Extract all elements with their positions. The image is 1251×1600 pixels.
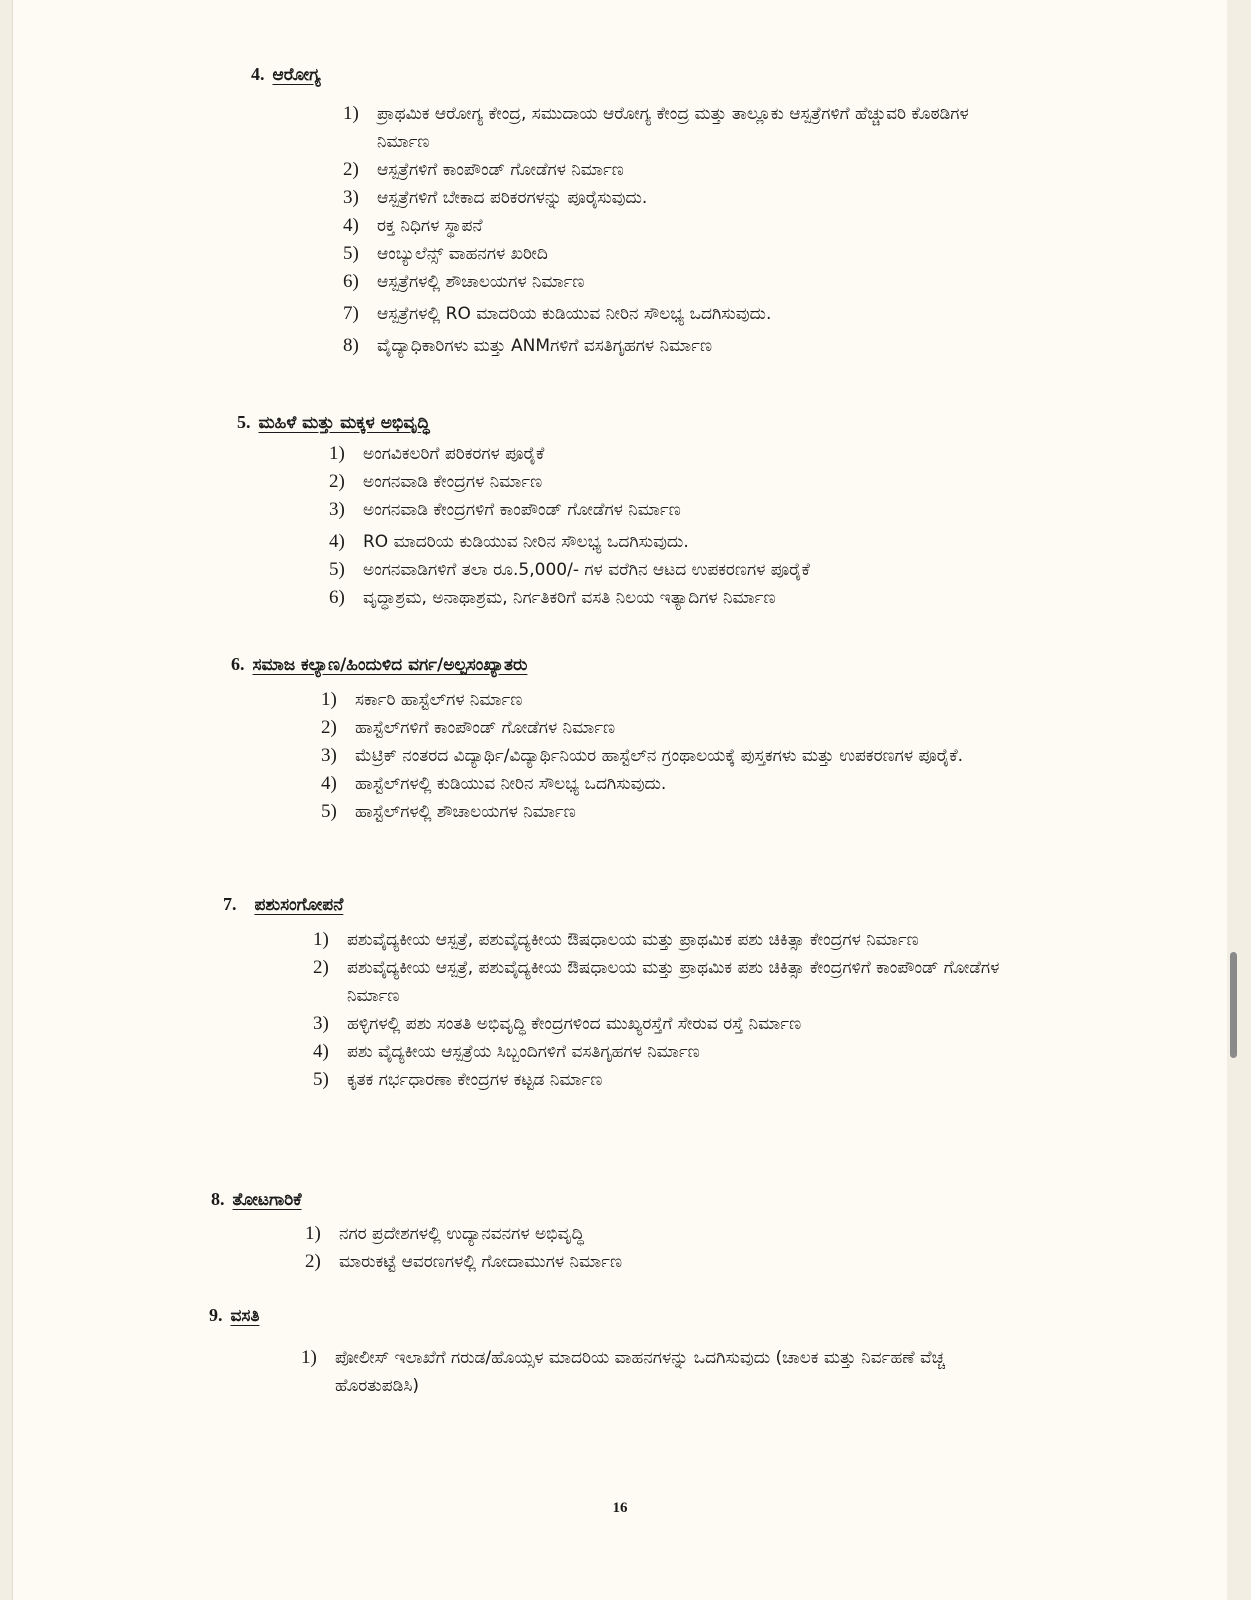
section-title: ಸಮಾಜ ಕಲ್ಯಾಣ/ಹಿಂದುಳಿದ ವರ್ಗ/ಅಲ್ಪಸಂಖ್ಯಾತರು bbox=[252, 655, 528, 675]
list-item: 3) ಅಂಗನವಾಡಿ ಕೇಂದ್ರಗಳಿಗೆ ಕಾಂಪೌಂಡ್ ಗೋಡೆಗಳ ನಿರ್ಮಾಣ bbox=[329, 499, 681, 520]
list-item: 6) ಆಸ್ಪತ್ರೆಗಳಲ್ಲಿ ಶೌಚಾಲಯಗಳ ನಿರ್ಮಾಣ bbox=[343, 271, 585, 292]
section-women-child bbox=[237, 410, 430, 435]
section-heading bbox=[251, 62, 321, 87]
list-item: 2) ಮಾರುಕಟ್ಟೆ ಆವರಣಗಳಲ್ಲಿ ಗೋದಾಮುಗಳ ನಿರ್ಮಾಣ bbox=[305, 1251, 623, 1272]
list-item: 4) ಪಶು ವೈದ್ಯಕೀಯ ಆಸ್ಪತ್ರೆಯ ಸಿಬ್ಬಂದಿಗಳಿಗೆ ವಸತಿಗೃಹಗಳ ನಿರ್ಮಾಣ bbox=[313, 1041, 700, 1062]
list-item: 2) ಆಸ್ಪತ್ರೆಗಳಿಗೆ ಕಾಂಪೌಂಡ್ ಗೋಡೆಗಳ ನಿರ್ಮಾಣ bbox=[343, 159, 624, 180]
section-social-welfare bbox=[231, 652, 527, 677]
section-title: ವಸತಿ bbox=[230, 1306, 260, 1326]
section-housing-list bbox=[301, 1344, 981, 1400]
section-health bbox=[251, 62, 321, 87]
list-item: 1) ನಗರ ಪ್ರದೇಶಗಳಲ್ಲಿ ಉದ್ಯಾನವನಗಳ ಅಭಿವೃದ್ಧಿ bbox=[305, 1223, 584, 1244]
section-number: 7. bbox=[223, 894, 237, 914]
list-item: 8) ವೈದ್ಯಾಧಿಕಾರಿಗಳು ಮತ್ತು ANMಗಳಿಗೆ ವಸತಿಗೃಹಗಳ ನಿರ್ಮಾಣ bbox=[343, 335, 713, 356]
list-item: 7) ಆಸ್ಪತ್ರೆಗಳಲ್ಲಿ RO ಮಾದರಿಯ ಕುಡಿಯುವ ನೀರಿನ ಸೌಲಭ್ಯ ಒದಗಿಸುವುದು. bbox=[343, 303, 772, 324]
list-item: 1) ಸರ್ಕಾರಿ ಹಾಸ್ಟೆಲ್‌ಗಳ ನಿರ್ಮಾಣ bbox=[321, 689, 523, 710]
section-heading bbox=[231, 652, 527, 677]
list-item: 3) ಆಸ್ಪತ್ರೆಗಳಿಗೆ ಬೇಕಾದ ಪರಿಕರಗಳನ್ನು ಪೂರೈಸುವುದು. bbox=[343, 187, 648, 208]
section-heading bbox=[237, 410, 430, 435]
section-title: ಪಶುಸಂಗೋಪನೆ bbox=[254, 895, 344, 915]
section-number: 9. bbox=[209, 1305, 223, 1325]
section-heading bbox=[211, 1187, 302, 1212]
list-item: 1) ಪಶುವೈದ್ಯಕೀಯ ಆಸ್ಪತ್ರೆ, ಪಶುವೈದ್ಯಕೀಯ ಔಷಧಾಲಯ ಮತ್ತು ಪ್ರಾಥಮಿಕ ಪಶು ಚಿಕಿತ್ಸಾ ಕೇಂದ್ರಗಳ ನಿರ್ಮಾಣ bbox=[313, 929, 919, 950]
section-animal-husbandry-list bbox=[313, 926, 1023, 1094]
section-horticulture bbox=[211, 1187, 302, 1212]
list-item: 5) ಹಾಸ್ಟೆಲ್‌ಗಳಲ್ಲಿ ಶೌಚಾಲಯಗಳ ನಿರ್ಮಾಣ bbox=[321, 801, 576, 822]
list-item: 3) ಹಳ್ಳಿಗಳಲ್ಲಿ ಪಶು ಸಂತತಿ ಅಭಿವೃದ್ಧಿ ಕೇಂದ್ರಗಳಿಂದ ಮುಖ್ಯರಸ್ತೆಗೆ ಸೇರುವ ರಸ್ತೆ ನಿರ್ಮಾಣ bbox=[313, 1013, 802, 1034]
list-item: 4) ಹಾಸ್ಟೆಲ್‌ಗಳಲ್ಲಿ ಕುಡಿಯುವ ನೀರಿನ ಸೌಲಭ್ಯ ಒದಗಿಸುವುದು. bbox=[321, 773, 667, 794]
list-item: 1) ಪ್ರಾಥಮಿಕ ಆರೋಗ್ಯ ಕೇಂದ್ರ, ಸಮುದಾಯ ಆರೋಗ್ಯ ಕೇಂದ್ರ ಮತ್ತು ತಾಲ್ಲೂಕು ಆಸ್ಪತ್ರೆಗಳಿಗೆ ಹೆಚ್ಚುವರಿ ಕೊಠಡಿಗಳ ನಿರ್ಮಾಣ bbox=[343, 103, 969, 152]
section-number: 4. bbox=[251, 64, 265, 84]
section-animal-husbandry bbox=[223, 892, 343, 917]
list-item: 4) RO ಮಾದರಿಯ ಕುಡಿಯುವ ನೀರಿನ ಸೌಲಭ್ಯ ಒದಗಿಸುವುದು. bbox=[329, 531, 689, 552]
list-item: 1) ಪೋಲೀಸ್ ಇಲಾಖೆಗೆ ಗರುಡ/ಹೊಯ್ಸಳ ಮಾದರಿಯ ವಾಹನಗಳನ್ನು ಒದಗಿಸುವುದು (ಚಾಲಕ ಮತ್ತು ನಿರ್ವಹಣೆ ವೆಚ್ಚ ಹೊರತುಪಡಿಸಿ) bbox=[301, 1347, 945, 1396]
section-heading bbox=[209, 1303, 259, 1328]
section-number: 5. bbox=[237, 412, 251, 432]
section-health-list bbox=[343, 100, 1003, 360]
list-item: 1) ಅಂಗವಿಕಲರಿಗೆ ಪರಿಕರಗಳ ಪೂರೈಕೆ bbox=[329, 443, 545, 464]
list-item: 5) ಅಂಗನವಾಡಿಗಳಿಗೆ ತಲಾ ರೂ.5,000/- ಗಳ ವರೆಗಿನ ಆಟದ ಉಪಕರಣಗಳ ಪೂರೈಕೆ bbox=[329, 559, 810, 580]
list-item: 5) ಕೃತಕ ಗರ್ಭಧಾರಣಾ ಕೇಂದ್ರಗಳ ಕಟ್ಟಡ ನಿರ್ಮಾಣ bbox=[313, 1069, 603, 1090]
list-item: 5) ಆಂಬ್ಯುಲೆನ್ಸ್ ವಾಹನಗಳ ಖರೀದಿ bbox=[343, 243, 548, 264]
list-item: 2) ಹಾಸ್ಟೆಲ್‌ಗಳಿಗೆ ಕಾಂಪೌಂಡ್ ಗೋಡೆಗಳ ನಿರ್ಮಾಣ bbox=[321, 717, 616, 738]
section-horticulture-list bbox=[305, 1220, 1005, 1276]
section-heading bbox=[223, 892, 343, 917]
list-item: 4) ರಕ್ತ ನಿಧಿಗಳ ಸ್ಥಾಪನೆ bbox=[343, 215, 483, 236]
list-item: 2) ಪಶುವೈದ್ಯಕೀಯ ಆಸ್ಪತ್ರೆ, ಪಶುವೈದ್ಯಕೀಯ ಔಷಧಾಲಯ ಮತ್ತು ಪ್ರಾಥಮಿಕ ಪಶು ಚಿಕಿತ್ಸಾ ಕೇಂದ್ರಗಳಿಗೆ ಕಾಂಪೌಂಡ್ ಗೋಡೆಗಳ ನಿರ್ಮಾಣ bbox=[313, 957, 1000, 1006]
list-item: 3) ಮೆಟ್ರಿಕ್ ನಂತರದ ವಿದ್ಯಾರ್ಥಿ/ವಿದ್ಯಾರ್ಥಿನಿಯರ ಹಾಸ್ಟೆಲ್‌ನ ಗ್ರಂಥಾಲಯಕ್ಕೆ ಪುಸ್ತಕಗಳು ಮತ್ತು ಉಪಕರಣಗಳ ಪೂರೈಕೆ. bbox=[321, 745, 964, 766]
section-number: 8. bbox=[211, 1189, 225, 1209]
section-women-child-list bbox=[329, 440, 1029, 612]
section-title: ಆರೋಗ್ಯ bbox=[272, 65, 321, 85]
list-item: 2) ಅಂಗನವಾಡಿ ಕೇಂದ್ರಗಳ ನಿರ್ಮಾಣ bbox=[329, 471, 543, 492]
vertical-scrollbar[interactable] bbox=[1230, 952, 1237, 1058]
document-page bbox=[12, 0, 1227, 1600]
section-title: ಮಹಿಳೆ ಮತ್ತು ಮಕ್ಕಳ ಅಭಿವೃದ್ಧಿ bbox=[258, 413, 430, 433]
list-item: 6) ವೃದ್ಧಾಶ್ರಮ, ಅನಾಥಾಶ್ರಮ, ನಿರ್ಗತಿಕರಿಗೆ ವಸತಿ ನಿಲಯ ಇತ್ಯಾದಿಗಳ ನಿರ್ಮಾಣ bbox=[329, 587, 776, 608]
section-number: 6. bbox=[231, 654, 245, 674]
section-title: ತೋಟಗಾರಿಕೆ bbox=[232, 1190, 302, 1210]
section-social-welfare-list bbox=[321, 686, 1021, 826]
section-housing bbox=[209, 1303, 259, 1328]
page-number: 16 bbox=[612, 1500, 628, 1516]
